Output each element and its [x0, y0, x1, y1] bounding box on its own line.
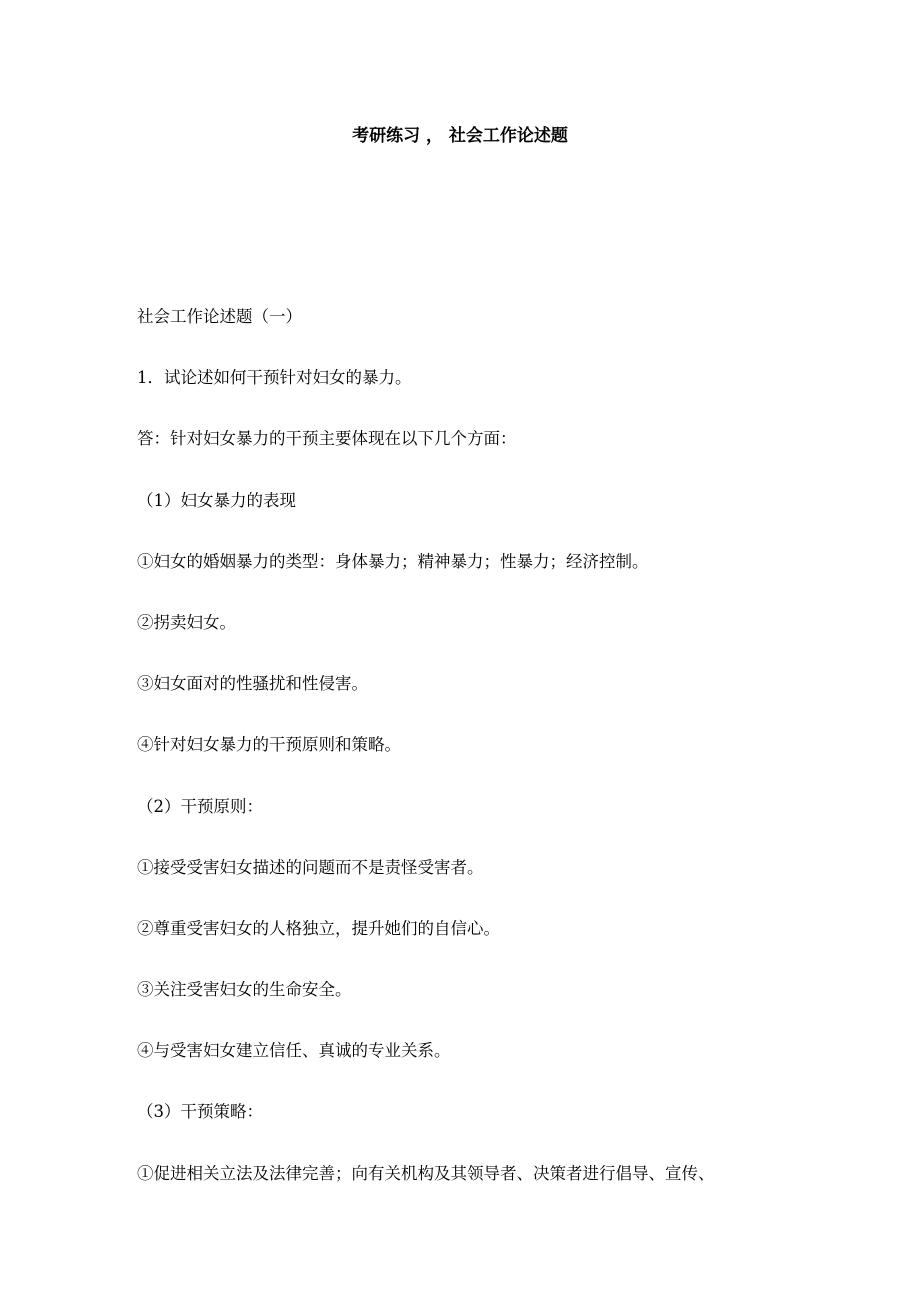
subsection-heading: （3）干预策略：	[137, 1102, 263, 1122]
list-item: ④针对妇女暴力的干预原则和策略。	[137, 735, 401, 755]
list-item: ②拐卖妇女。	[137, 612, 236, 632]
answer-intro: 答：针对妇女暴力的干预主要体现在以下几个方面：	[137, 429, 517, 449]
subsection-heading: （2）干预原则：	[137, 796, 263, 816]
list-item: ①接受受害妇女描述的问题而不是责怪受害者。	[137, 857, 484, 877]
document-body	[137, 305, 837, 1223]
document-title: 考研练习 ， 社会工作论述题	[352, 126, 568, 146]
subsection-heading: （1）妇女暴力的表现	[137, 490, 296, 510]
list-item: ①促进相关立法及法律完善；向有关机构及其领导者、决策者进行倡导、宣传、	[137, 1163, 715, 1183]
list-item: ④与受害妇女建立信任、真诚的专业关系。	[137, 1041, 451, 1061]
list-item: ③关注受害妇女的生命安全。	[137, 980, 352, 1000]
list-item: ①妇女的婚姻暴力的类型：身体暴力；精神暴力；性暴力；经济控制。	[137, 551, 649, 571]
question-text: 1．试论述如何干预针对妇女的暴力。	[137, 368, 412, 388]
list-item: ③妇女面对的性骚扰和性侵害。	[137, 674, 368, 694]
section-heading: 社会工作论述题（一）	[137, 307, 302, 326]
list-item: ②尊重受害妇女的人格独立，提升她们的自信心。	[137, 918, 500, 938]
